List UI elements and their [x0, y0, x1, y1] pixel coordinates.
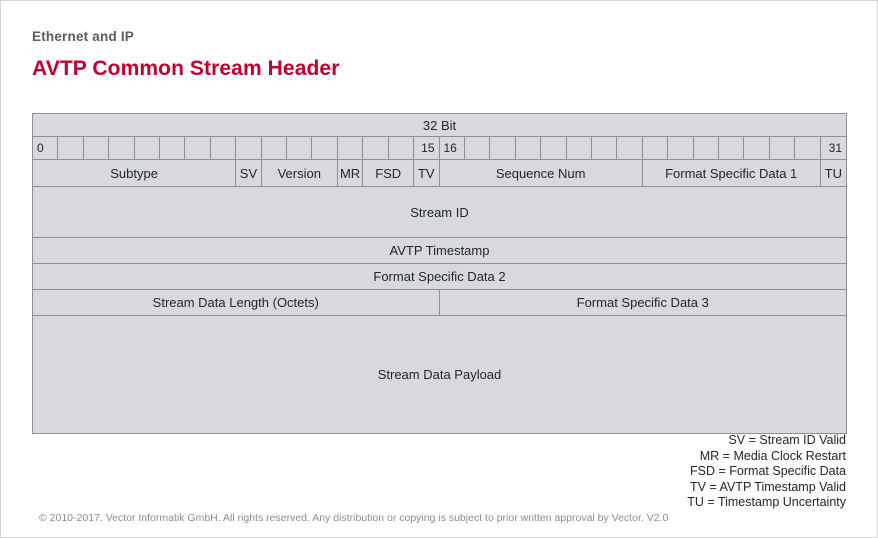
- avtp-timestamp-row: [33, 238, 846, 264]
- bit-tick-15: 15: [414, 137, 439, 160]
- bit-tick-29: [770, 137, 795, 160]
- field-format-specific-data-1: Format Specific Data 1: [643, 160, 821, 187]
- field-sv: SV: [236, 160, 261, 187]
- bit-tick-24: [643, 137, 668, 160]
- bit-tick-25: [668, 137, 693, 160]
- bit-tick-23: [617, 137, 642, 160]
- field-fsd: FSD: [363, 160, 414, 187]
- bit-tick-18: [490, 137, 515, 160]
- format-specific-data-2-row: [33, 264, 846, 290]
- legend: [687, 433, 846, 511]
- bit-tick-22: [592, 137, 617, 160]
- legend-item-fsd: FSD = Format Specific Data: [690, 464, 846, 478]
- bit-tick-5: [160, 137, 185, 160]
- bit-tick-31: 31: [821, 137, 846, 160]
- bit-tick-0: 0: [33, 137, 58, 160]
- field-subtype: Subtype: [33, 160, 236, 187]
- field-version: Version: [262, 160, 338, 187]
- field-stream-id: Stream ID: [33, 187, 846, 238]
- bit-tick-9: [262, 137, 287, 160]
- bit-tick-4: [135, 137, 160, 160]
- bit-tick-10: [287, 137, 312, 160]
- avtp-header-diagram: [32, 113, 847, 434]
- slide-eyebrow: Ethernet and IP: [32, 29, 135, 44]
- field-stream-data-length: Stream Data Length (Octets): [33, 290, 440, 316]
- bit-tick-28: [744, 137, 769, 160]
- legend-item-tv: TV = AVTP Timestamp Valid: [690, 479, 846, 494]
- header-fields-row: [33, 160, 846, 187]
- bit-tick-17: [465, 137, 490, 160]
- bit-tick-26: [694, 137, 719, 160]
- bit-tick-7: [211, 137, 236, 160]
- bit-tick-30: [795, 137, 820, 160]
- field-tu: TU: [821, 160, 846, 187]
- stream-id-row: [33, 187, 846, 238]
- bit-tick-row: [33, 137, 846, 160]
- bit-tick-1: [58, 137, 83, 160]
- bit-tick-8: [236, 137, 261, 160]
- legend-item-tu: TU = Timestamp Uncertainty: [687, 495, 846, 509]
- bit-tick-3: [109, 137, 134, 160]
- bit-tick-14: [389, 137, 414, 160]
- legend-item-mr: MR = Media Clock Restart: [699, 448, 846, 463]
- bit-tick-6: [185, 137, 210, 160]
- field-format-specific-data-2: Format Specific Data 2: [33, 264, 846, 290]
- bit-tick-13: [363, 137, 388, 160]
- field-avtp-timestamp: AVTP Timestamp: [33, 238, 846, 264]
- bit-tick-20: [541, 137, 566, 160]
- bit-tick-11: [312, 137, 337, 160]
- field-format-specific-data-3: Format Specific Data 3: [440, 290, 847, 316]
- bits-width-row: [33, 114, 846, 137]
- bits-width-label: 32 Bit: [33, 114, 846, 137]
- stream-data-payload-row: [33, 316, 846, 433]
- bit-tick-27: [719, 137, 744, 160]
- bit-tick-19: [516, 137, 541, 160]
- field-mr: MR: [338, 160, 363, 187]
- stream-data-length-row: [33, 290, 846, 316]
- page-title: AVTP Common Stream Header: [32, 57, 340, 80]
- field-tv: TV: [414, 160, 439, 187]
- field-sequence-num: Sequence Num: [440, 160, 643, 187]
- field-stream-data-payload: Stream Data Payload: [33, 316, 846, 433]
- bit-tick-21: [567, 137, 592, 160]
- bit-tick-12: [338, 137, 363, 160]
- bit-tick-2: [84, 137, 109, 160]
- footer-copyright: © 2010-2017. Vector Informatik GmbH. All rights reserved. Any distribution or copying is subject to prior written approval by Vector. V2.0: [39, 512, 669, 524]
- bit-tick-16: 16: [440, 137, 465, 160]
- legend-item-sv: SV = Stream ID Valid: [728, 433, 846, 447]
